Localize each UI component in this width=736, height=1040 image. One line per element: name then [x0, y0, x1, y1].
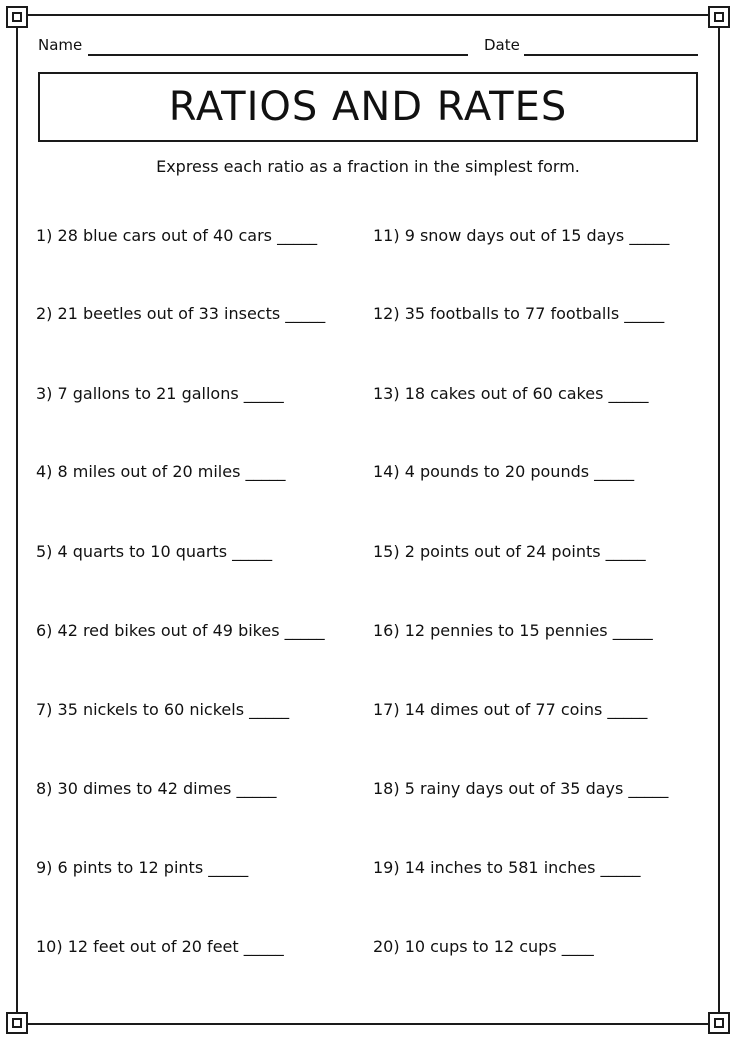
problem-5: 5) 4 quarts to 10 quarts _____ [36, 542, 273, 561]
frame-top-line [26, 14, 710, 16]
problem-17: 17) 14 dimes out of 77 coins _____ [373, 700, 648, 719]
problem-3: 3) 7 gallons to 21 gallons _____ [36, 384, 284, 403]
date-field[interactable] [524, 54, 698, 56]
corner-bottom-left-inner [12, 1018, 22, 1028]
problem-18: 18) 5 rainy days out of 35 days _____ [373, 779, 669, 798]
problem-9: 9) 6 pints to 12 pints _____ [36, 858, 249, 877]
problem-6: 6) 42 red bikes out of 49 bikes _____ [36, 621, 325, 640]
name-date-header [38, 34, 698, 60]
problem-19: 19) 14 inches to 581 inches _____ [373, 858, 641, 877]
corner-top-right-inner [714, 12, 724, 22]
worksheet-title: RATIOS AND RATES [168, 84, 568, 130]
frame-bottom-line [26, 1023, 710, 1025]
date-label: Date [484, 36, 520, 54]
problem-20: 20) 10 cups to 12 cups ____ [373, 937, 594, 956]
problem-14: 14) 4 pounds to 20 pounds _____ [373, 462, 635, 481]
problem-12: 12) 35 footballs to 77 footballs _____ [373, 304, 665, 323]
problem-4: 4) 8 miles out of 20 miles _____ [36, 462, 286, 481]
name-field[interactable] [88, 54, 468, 56]
problem-13: 13) 18 cakes out of 60 cakes _____ [373, 384, 649, 403]
problem-11: 11) 9 snow days out of 15 days _____ [373, 226, 670, 245]
corner-bottom-right-inner [714, 1018, 724, 1028]
instructions: Express each ratio as a fraction in the simplest form. [156, 157, 580, 176]
frame-right-line [718, 26, 720, 1014]
title-box [38, 72, 698, 142]
frame-left-line [16, 26, 18, 1014]
problem-16: 16) 12 pennies to 15 pennies _____ [373, 621, 653, 640]
problem-8: 8) 30 dimes to 42 dimes _____ [36, 779, 277, 798]
corner-top-left-inner [12, 12, 22, 22]
problem-15: 15) 2 points out of 24 points _____ [373, 542, 646, 561]
problem-7: 7) 35 nickels to 60 nickels _____ [36, 700, 290, 719]
problem-2: 2) 21 beetles out of 33 insects _____ [36, 304, 326, 323]
problem-10: 10) 12 feet out of 20 feet _____ [36, 937, 284, 956]
name-label: Name [38, 36, 83, 54]
problem-1: 1) 28 blue cars out of 40 cars _____ [36, 226, 318, 245]
